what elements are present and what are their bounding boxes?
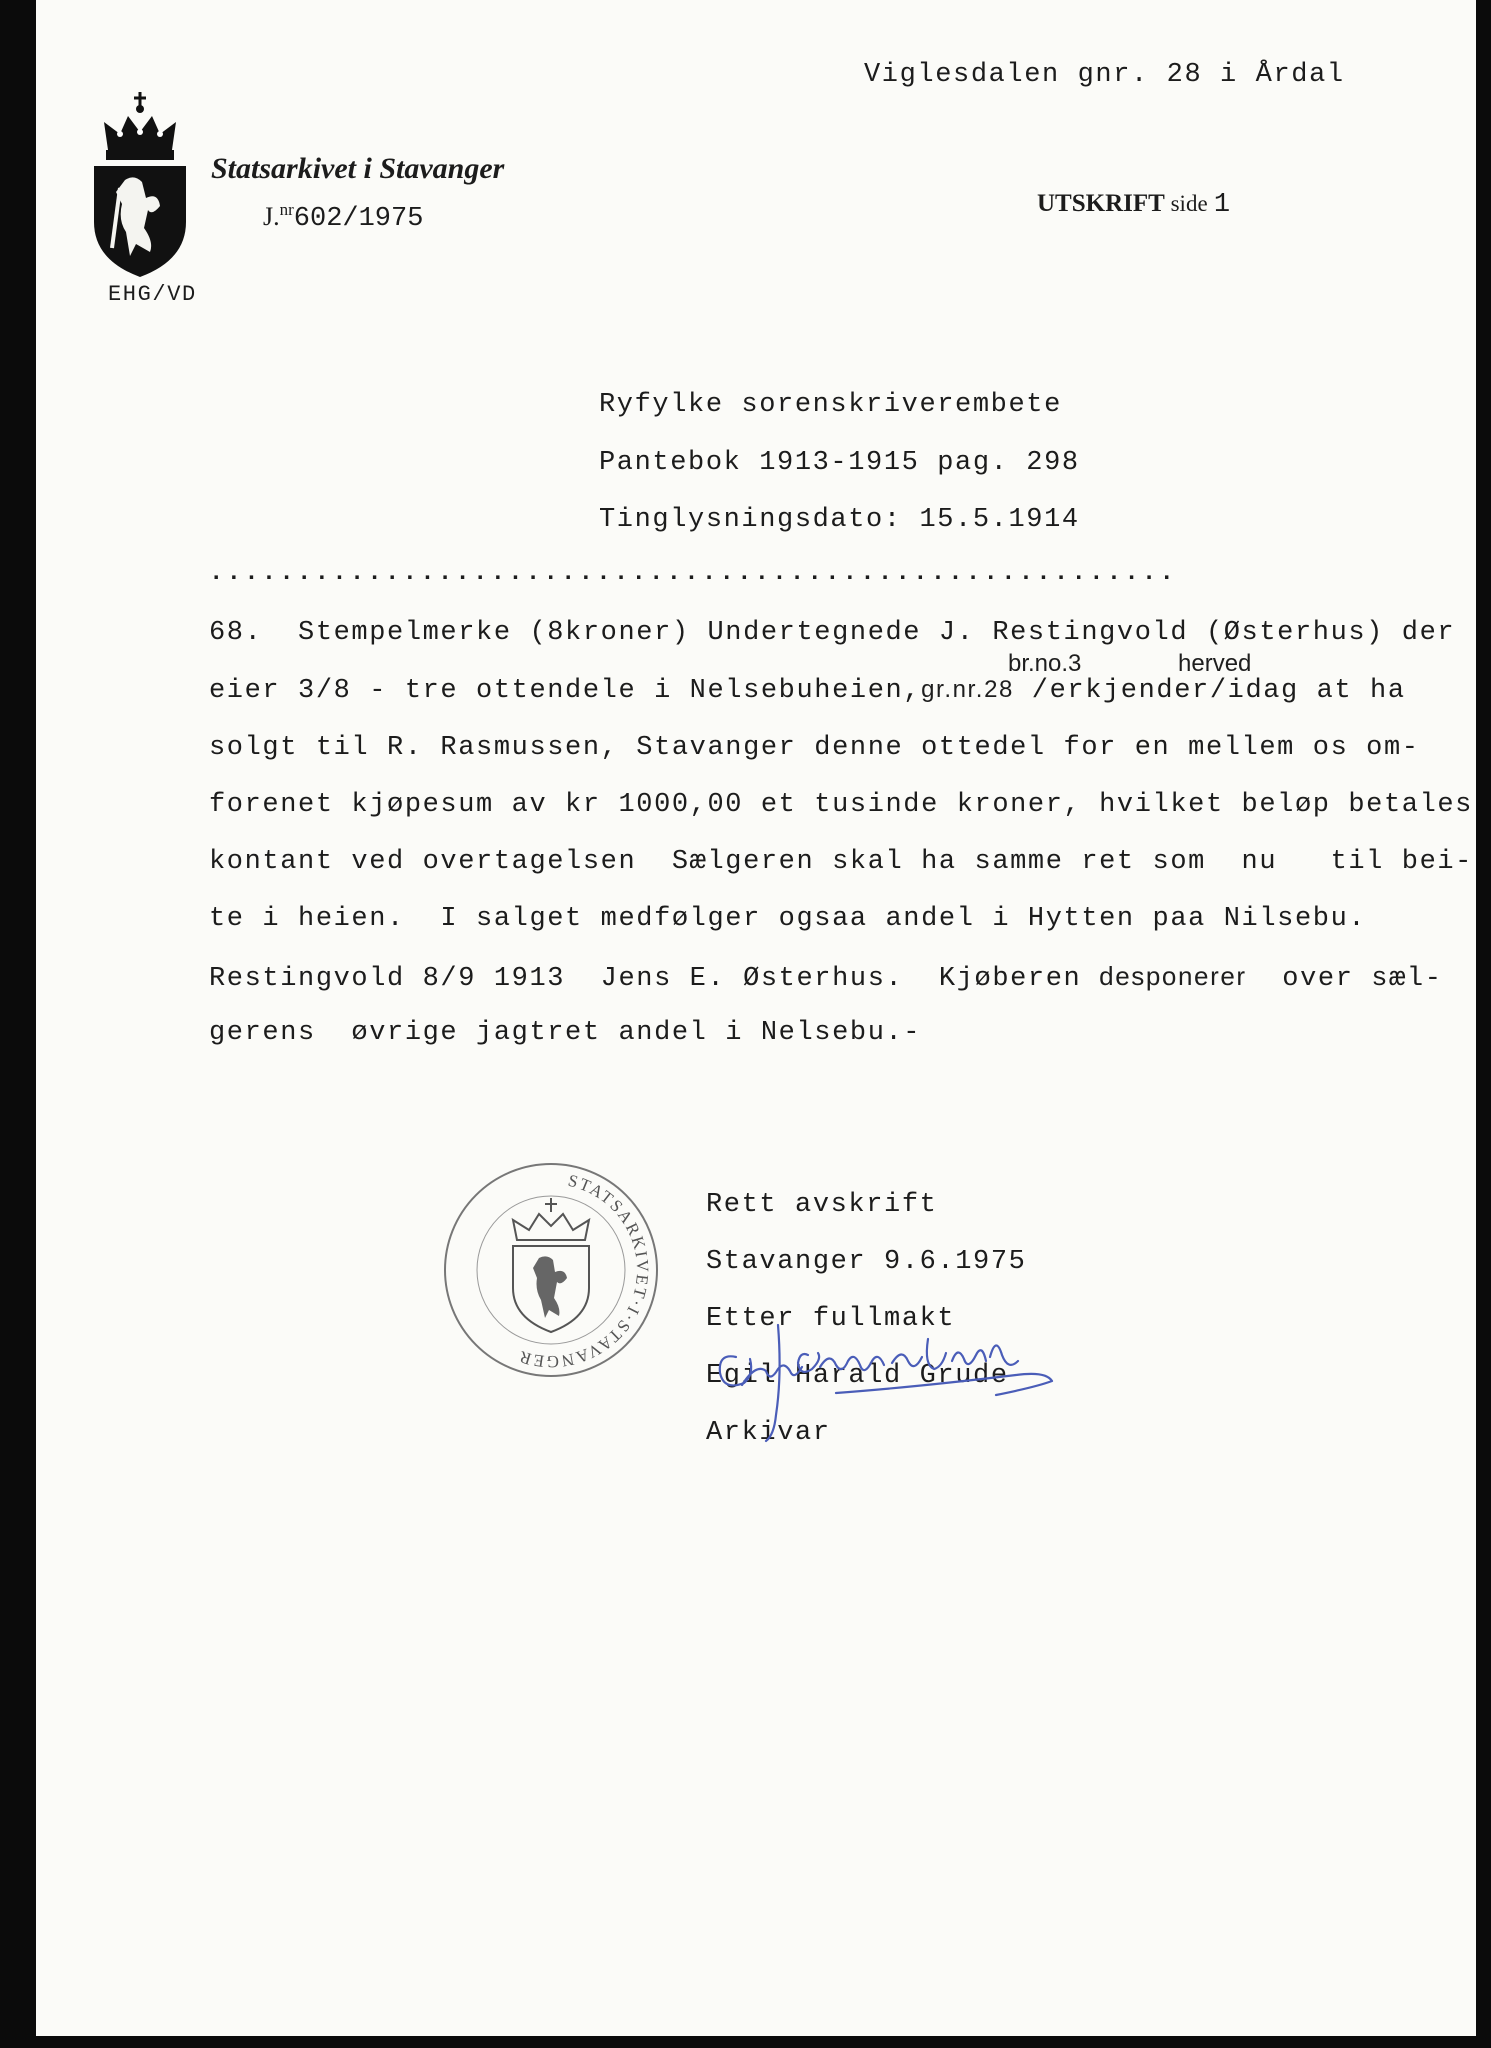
body-line-4: forenet kjøpesum av kr 1000,00 et tusinde kroner, hvilket beløp betales bbox=[209, 790, 1473, 820]
cert-line-5: Arkivar bbox=[706, 1418, 831, 1448]
body-line-6: te i heien. I salget medfølger ogsaa andel i Hytten paa Nilsebu. bbox=[209, 904, 1367, 934]
cert-line-1: Rett avskrift bbox=[706, 1190, 938, 1220]
side-label: side bbox=[1170, 191, 1208, 216]
line7-part-a: Restingvold 8/9 1913 Jens E. Østerhus. Kjøberen bbox=[209, 964, 1100, 994]
handwritten-signature bbox=[696, 1295, 1056, 1445]
mortgage-book: Pantebok 1913-1915 pag. 298 bbox=[599, 448, 1080, 478]
document-page bbox=[36, 0, 1476, 2036]
registration-date: Tinglysningsdato: 15.5.1914 bbox=[599, 505, 1080, 535]
utskrift-header bbox=[1037, 190, 1230, 220]
line2-part-d: / bbox=[1209, 676, 1228, 706]
body-line-5: kontant ved overtagelsen Sælgeren skal ha samme ret som nu til bei- bbox=[209, 847, 1473, 877]
body-line-3: solgt til R. Rasmussen, Stavanger denne ottedel for en mellem os om- bbox=[209, 733, 1420, 763]
line2-part-b: / bbox=[1013, 676, 1050, 706]
insert-brno: br.no.3 bbox=[1008, 650, 1082, 677]
coat-of-arms-logo bbox=[90, 92, 190, 277]
cert-line-3: Etter fullmakt bbox=[706, 1304, 956, 1334]
utskrift-label: UTSKRIFT bbox=[1037, 190, 1165, 217]
initials: EHG/VD bbox=[108, 282, 197, 307]
body-line-1: 68. Stempelmerke (8kroner) Undertegnede J. Restingvold (Østerhus) der bbox=[209, 618, 1456, 648]
dotted-separator: ....................................................... bbox=[209, 560, 1178, 587]
property-reference: Viglesdalen gnr. 28 i Årdal bbox=[864, 60, 1345, 90]
court-name: Ryfylke sorenskriverembete bbox=[599, 390, 1062, 420]
line7-part-b: over sæl- bbox=[1246, 964, 1443, 994]
cert-line-4: Egil Harald Grude bbox=[706, 1361, 1009, 1391]
body-line-8: gerens øvrige jagtret andel i Nelsebu.- bbox=[209, 1018, 922, 1048]
insert-herved: herved bbox=[1178, 650, 1252, 677]
page-number: 1 bbox=[1213, 190, 1231, 220]
cert-line-2: Stavanger 9.6.1975 bbox=[706, 1247, 1027, 1277]
line2-grnr: gr.nr.28 bbox=[921, 676, 1014, 703]
body-line-7 bbox=[209, 961, 1443, 994]
line2-part-e: idag at ha bbox=[1227, 676, 1406, 706]
journal-value: 602/1975 bbox=[293, 204, 424, 234]
line2-part-c: erkjender bbox=[1049, 676, 1210, 706]
body-line-2 bbox=[209, 676, 1406, 706]
journal-sup: nr bbox=[279, 200, 294, 219]
line7-desponerer: desponerer bbox=[1099, 961, 1247, 991]
svg-text:STATSARKIVET·I·STAVANGER: STATSARKIVET·I·STAVANGER bbox=[515, 1170, 653, 1372]
institution-name: Statsarkivet i Stavanger bbox=[211, 152, 505, 185]
journal-label: J. bbox=[263, 202, 280, 231]
line2-part-a: eier 3/8 - tre ottendele i Nelsebuheien, bbox=[209, 676, 922, 706]
archive-seal bbox=[441, 1160, 661, 1380]
journal-number bbox=[263, 200, 423, 234]
